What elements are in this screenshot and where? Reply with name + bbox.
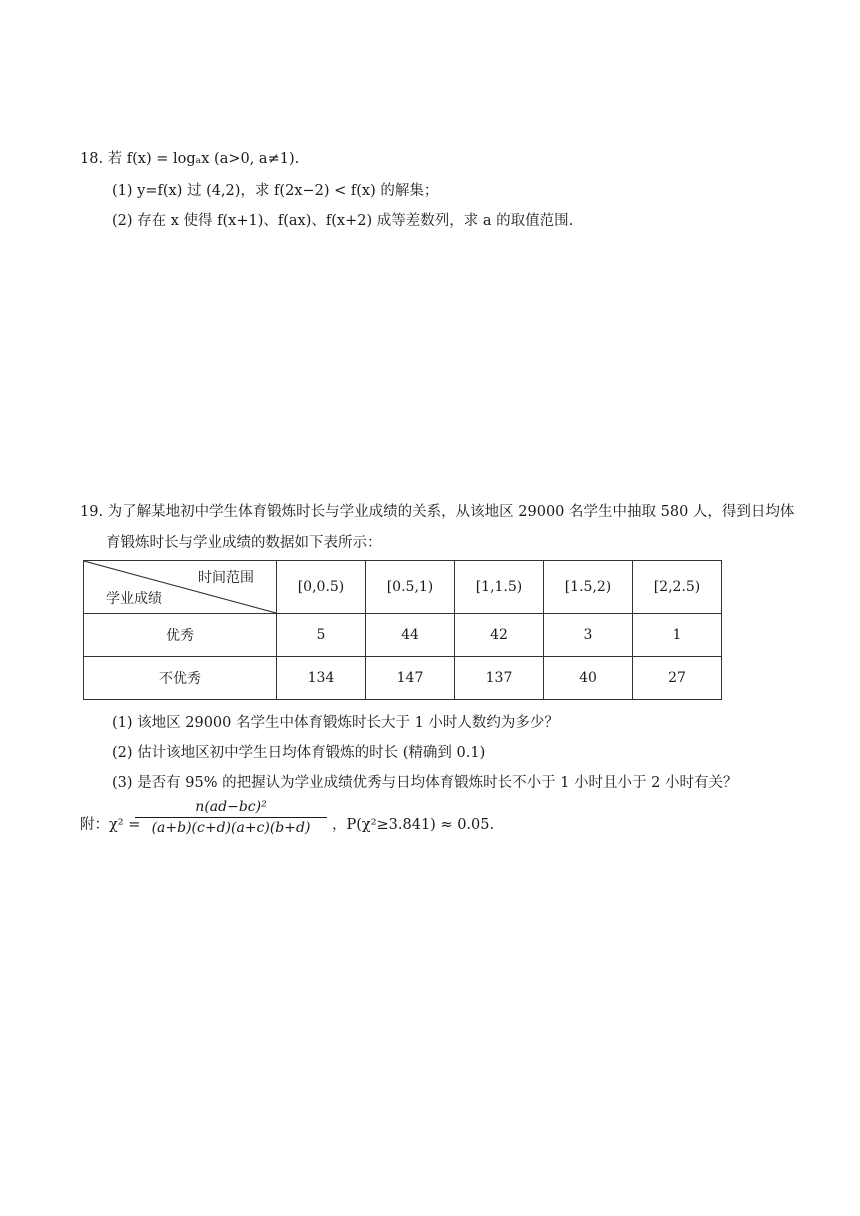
row-label: 优秀 bbox=[84, 614, 277, 657]
q18-stem: 18. 若 f(x) = logₐx (a>0, a≠1). bbox=[80, 151, 300, 167]
formula-fraction bbox=[135, 798, 327, 837]
column-header: [0.5,1) bbox=[366, 561, 455, 614]
q19-part3: (3) 是否有 95% 的把握认为学业成绩优秀与日均体育锻炼时长不小于 1 小时且小于 2 小时有关？ bbox=[112, 775, 738, 791]
table-cell: 1 bbox=[633, 614, 722, 657]
table-cell: 137 bbox=[455, 657, 544, 700]
table-header-row bbox=[84, 561, 722, 614]
table-row bbox=[84, 614, 722, 657]
formula-denominator: (a+b)(c+d)(a+c)(b+d) bbox=[151, 820, 311, 836]
data-table bbox=[83, 560, 722, 700]
fraction-bar bbox=[135, 817, 327, 818]
q19-part2: (2) 估计该地区初中学生日均体育锻炼的时长 (精确到 0.1) bbox=[112, 745, 486, 761]
table-cell: 134 bbox=[277, 657, 366, 700]
q19-stem-line2: 育锻炼时长与学业成绩的数据如下表所示： bbox=[106, 535, 382, 551]
formula-numerator: n(ad−bc)² bbox=[195, 799, 267, 815]
column-header: [0,0.5) bbox=[277, 561, 366, 614]
q19-stem-line1: 19. 为了解某地初中学生体育锻炼时长与学业成绩的关系，从该地区 29000 名学生中抽取 580 人，得到日均体 bbox=[80, 504, 795, 520]
table-cell: 40 bbox=[544, 657, 633, 700]
q18-part2: (2) 存在 x 使得 f(x+1)、f(ax)、f(x+2) 成等差数列，求 a 的取值范围. bbox=[112, 213, 574, 229]
table-cell: 147 bbox=[366, 657, 455, 700]
table-corner-cell bbox=[84, 561, 277, 614]
column-header: [1.5,2) bbox=[544, 561, 633, 614]
column-header: [2,2.5) bbox=[633, 561, 722, 614]
corner-label-time-range: 时间范围 bbox=[198, 570, 254, 586]
column-header: [1,1.5) bbox=[455, 561, 544, 614]
row-label: 不优秀 bbox=[84, 657, 277, 700]
formula-tail: ，P(χ²≥3.841) ≈ 0.05. bbox=[332, 817, 495, 833]
table-cell: 27 bbox=[633, 657, 722, 700]
table-cell: 3 bbox=[544, 614, 633, 657]
corner-label-grade: 学业成绩 bbox=[106, 591, 162, 607]
table-cell: 44 bbox=[366, 614, 455, 657]
table-cell: 42 bbox=[455, 614, 544, 657]
table-row bbox=[84, 657, 722, 700]
q18-part1: (1) y=f(x) 过 (4,2)，求 f(2x−2) < f(x) 的解集； bbox=[112, 183, 439, 199]
q19-part1: (1) 该地区 29000 名学生中体育锻炼时长大于 1 小时人数约为多少？ bbox=[112, 715, 559, 731]
table-cell: 5 bbox=[277, 614, 366, 657]
formula-lead: 附：χ² = bbox=[80, 817, 141, 833]
